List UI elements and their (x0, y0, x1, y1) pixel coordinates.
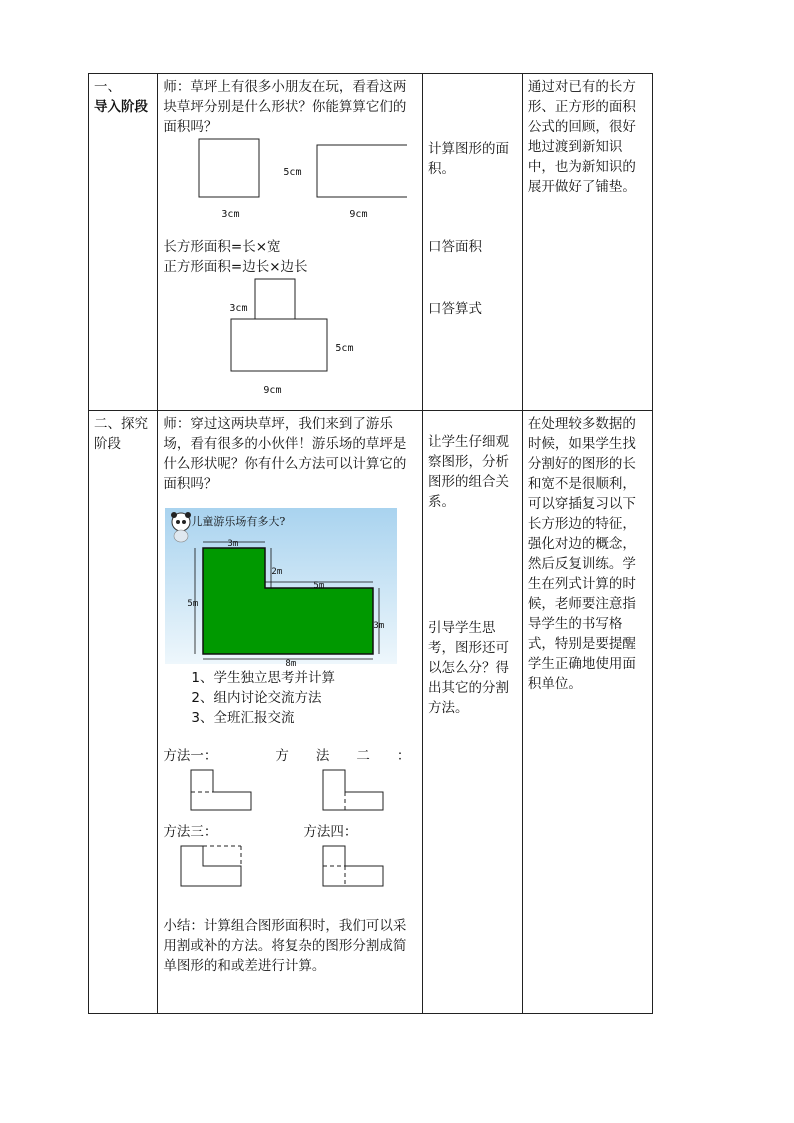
teacher-activity-cell (158, 411, 423, 1014)
intro-text: 师：穿过这两块草坪，我们来到了游乐场，看有很多的小伙伴！游乐场的草坪是什么形状呢？你有什么方法可以计算它的面积吗？ (163, 416, 407, 492)
rect-height-label: 5cm (283, 167, 302, 178)
stage-cell (89, 74, 158, 411)
dim-inner-h-label: 5m (313, 581, 325, 591)
method-4-label: 方法四： (303, 824, 358, 840)
student-text-a: 让学生仔细观察图形，分析图形的组合关系。 (428, 434, 510, 510)
big-rect-height-label: 5cm (335, 343, 354, 354)
dim-left-label: 5m (187, 599, 199, 609)
summary-text: 小结：计算组合图形面积时，我们可以采用割或补的方法。将复杂的图形分割成简单图形的和或差进行计算。 (163, 918, 407, 974)
method-diagrams-3-4 (163, 844, 407, 906)
table-row (89, 74, 653, 411)
student-text-b: 引导学生思考，图形还可以怎么分？得出其它的分割方法。 (428, 620, 510, 716)
dim-inner-v-label: 2m (271, 567, 283, 577)
student-text-a: 计算图形的面积。 (428, 141, 510, 177)
dim-bottom-label: 8m (285, 659, 297, 669)
design-intent-cell (522, 411, 652, 1014)
small-square-label: 3cm (229, 303, 248, 314)
method-row-3-4 (163, 822, 417, 844)
intro-text: 师：草坪上有很多小朋友在玩，看看这两块草坪分别是什么形状？你能算算它们的面积吗？ (163, 79, 407, 135)
square-area-formula: 正方形面积=边长×边长 (163, 259, 308, 275)
methods-1-2-figure (163, 768, 417, 816)
method-row-1-2 (163, 746, 417, 768)
list-item: 2、组内讨论交流方法 (191, 690, 322, 706)
method-2-label: 方 法 二 ： (275, 748, 411, 764)
combined-shape-drawing (163, 277, 407, 377)
design-intent-text: 通过对已有的长方形、正方形的面积公式的回顾，很好地过渡到新知识中，也为新知识的展开做好了铺垫。 (527, 79, 636, 195)
rect-area-formula: 长方形面积=长×宽 (163, 239, 281, 255)
student-text-c: 口答算式 (428, 301, 483, 317)
stage-title: 二、探究阶段 (94, 416, 148, 452)
big-rect-length-label: 9cm (263, 385, 282, 396)
stage-number: 一、 (94, 79, 121, 95)
list-item: 3、全班汇报交流 (191, 710, 295, 726)
square-side-label: 3cm (221, 209, 240, 220)
student-activity-cell (423, 74, 523, 411)
shapes-figure-2 (163, 277, 417, 396)
method-1-label: 方法一： (163, 748, 218, 764)
activity-steps (163, 668, 417, 728)
list-item: 1、学生独立思考并计算 (191, 670, 335, 686)
methods-3-4-figure (163, 844, 417, 906)
method-3-label: 方法三： (163, 824, 218, 840)
student-text-b: 口答面积 (428, 239, 483, 255)
lesson-plan-table (88, 73, 653, 1014)
playground-figure (163, 508, 417, 668)
dim-top-label: 3m (227, 539, 239, 549)
rect-length-label: 9cm (349, 209, 368, 220)
playground-title: 儿童游乐场有多大? (191, 515, 286, 528)
stage-title: 导入阶段 (94, 99, 148, 115)
design-intent-cell (522, 74, 652, 411)
stage-cell (89, 411, 158, 1014)
dim-right-label: 3m (373, 621, 385, 631)
teacher-activity-cell (158, 74, 423, 411)
method-diagrams-1-2 (163, 768, 407, 816)
design-intent-text: 在处理较多数据的时候，如果学生找分割好的图形的长和宽不是很顺利，可以穿插复习以下长方形边的特征，强化对边的概念，然后反复训练。学生在列式计算的时候，老师要注意指导学生的书写格式，特别是要提醒学生正确地使用面积单位。 (527, 416, 636, 692)
shapes-figure-1 (163, 137, 417, 219)
table-row (89, 411, 653, 1014)
student-activity-cell (423, 411, 523, 1014)
